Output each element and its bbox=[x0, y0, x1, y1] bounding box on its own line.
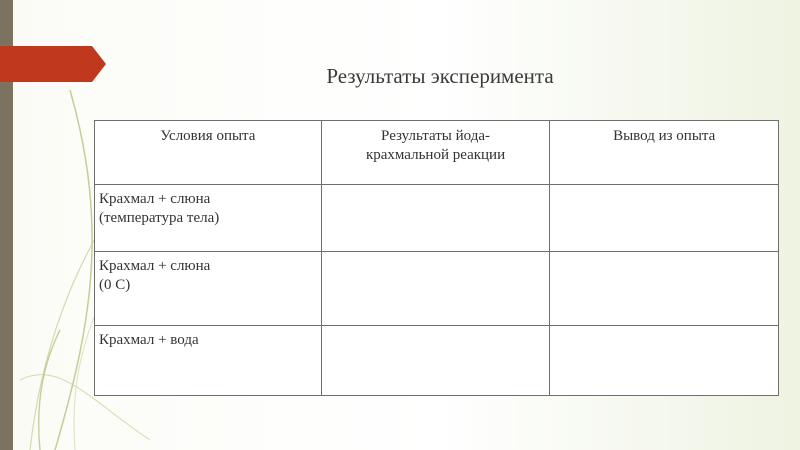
condition-cell bbox=[95, 326, 322, 396]
table-row bbox=[95, 185, 779, 252]
result-cell bbox=[321, 185, 550, 252]
header-conditions bbox=[95, 121, 322, 185]
slide-title: Результаты эксперимента bbox=[326, 64, 554, 88]
header-reaction-results bbox=[321, 121, 550, 185]
results-table bbox=[94, 120, 779, 396]
result-cell bbox=[321, 326, 550, 396]
table-header-row bbox=[95, 121, 779, 185]
title-accent-arrow bbox=[0, 46, 110, 82]
header-conclusion bbox=[550, 121, 779, 185]
header-conditions-line-1: Условия опыта bbox=[160, 128, 256, 144]
header-reaction-results-line-2: крахмальной реакции bbox=[365, 147, 506, 163]
condition-line-1: Крахмал + вода bbox=[99, 332, 199, 349]
header-conclusion-line-1: Вывод из опыта bbox=[613, 128, 716, 144]
condition-line-2: (температура тела) bbox=[99, 210, 220, 227]
conclusion-cell bbox=[550, 326, 779, 396]
table-row bbox=[95, 326, 779, 396]
condition-cell bbox=[95, 252, 322, 326]
condition-cell bbox=[95, 185, 322, 252]
condition-line-2: (0 С) bbox=[99, 277, 131, 294]
conclusion-cell bbox=[550, 185, 779, 252]
condition-line-1: Крахмал + слюна bbox=[99, 258, 211, 275]
condition-line-1: Крахмал + слюна bbox=[99, 191, 211, 208]
header-reaction-results-line-1: Результаты йода- bbox=[381, 128, 491, 144]
conclusion-cell bbox=[550, 252, 779, 326]
result-cell bbox=[321, 252, 550, 326]
table-row bbox=[95, 252, 779, 326]
